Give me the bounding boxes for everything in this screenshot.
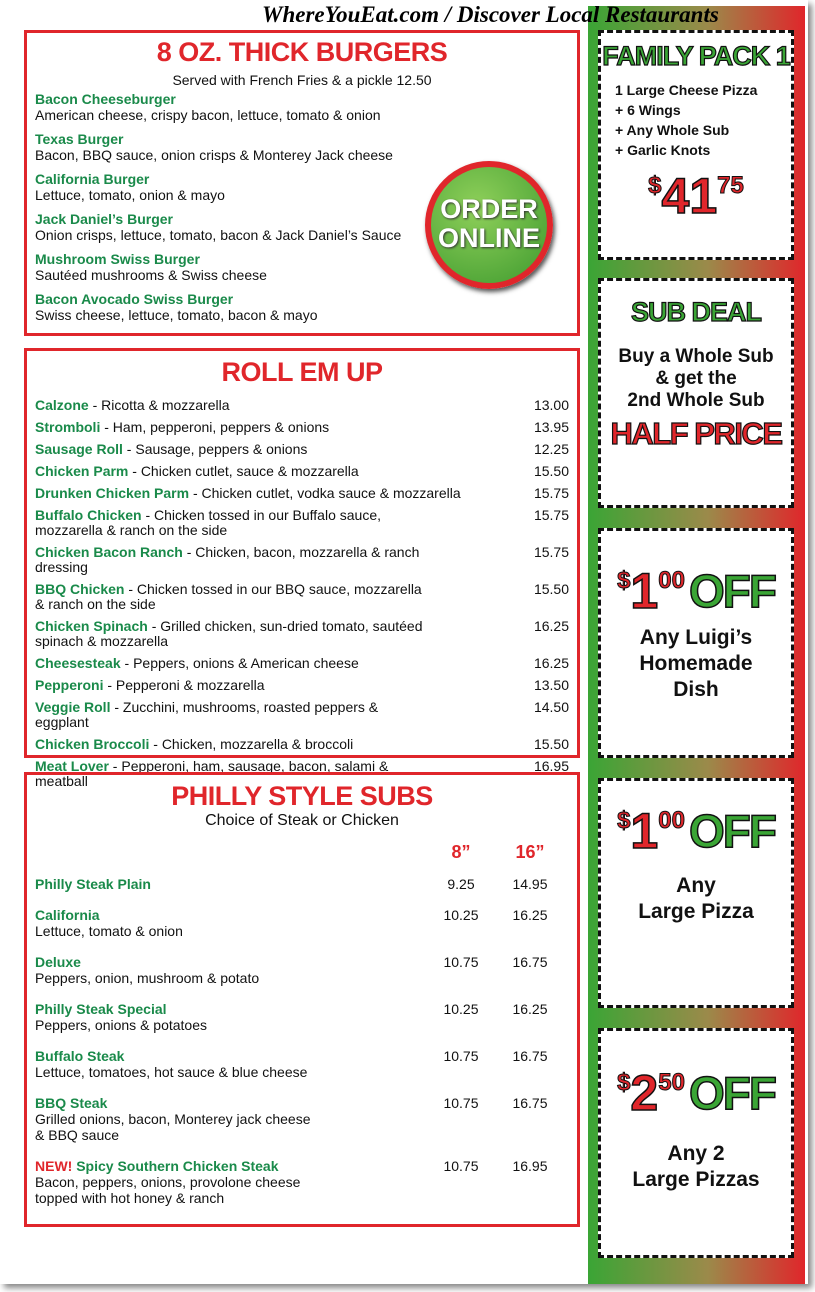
- menu-item: [35, 678, 569, 693]
- item-price: 16.25: [533, 655, 569, 671]
- item-text: [35, 678, 529, 693]
- price-cents: 00: [658, 807, 685, 834]
- item-name: California Burger: [35, 171, 150, 187]
- coupon-line: Dish: [673, 678, 719, 701]
- item-name: Mushroom Swiss Burger: [35, 251, 200, 267]
- item-text: [35, 954, 431, 986]
- item-name: Texas Burger: [35, 131, 124, 147]
- item-description: Peppers, onion, mushroom & potato: [35, 970, 260, 986]
- coupon-line: Large Pizzas: [632, 1168, 760, 1191]
- item-name: Calzone: [35, 397, 89, 413]
- menu-item: [35, 1001, 569, 1033]
- item-price: 16.95: [533, 758, 569, 774]
- coupon-line: + 6 Wings: [615, 102, 681, 118]
- coupon-homemade-dish[interactable]: [598, 528, 794, 758]
- item-name-line: [35, 954, 431, 970]
- item-description: - Chicken tossed in our BBQ sauce, mozzarella & ranch on the side: [35, 581, 422, 612]
- coupon-title: FAMILY PACK 1: [602, 41, 790, 71]
- item-description: Bacon, BBQ sauce, onion crisps & Monterey Jack cheese: [35, 147, 393, 163]
- price-16: 16.75: [512, 1095, 548, 1111]
- item-name: Bacon Cheeseburger: [35, 91, 176, 107]
- item-name: Sausage Roll: [35, 441, 123, 457]
- item-text: [35, 545, 529, 575]
- menu-item: [35, 954, 569, 986]
- price-dollar: $: [617, 567, 631, 594]
- menu-item: [35, 131, 569, 163]
- price-dollar: $: [648, 172, 662, 199]
- price-8: 10.75: [443, 954, 479, 970]
- coupon-line: + Garlic Knots: [615, 142, 711, 158]
- section-title: PHILLY STYLE SUBS: [171, 781, 433, 811]
- item-description: - Chicken tossed in our Buffalo sauce, mozzarella & ranch on the side: [35, 507, 382, 538]
- price-cents: 00: [658, 567, 685, 594]
- item-description: Sautéed mushrooms & Swiss cheese: [35, 267, 267, 283]
- size-16-header: 16”: [515, 842, 545, 862]
- item-description: Lettuce, tomato, onion & mayo: [35, 187, 225, 203]
- coupon-sub-deal[interactable]: [598, 278, 794, 508]
- item-price: 12.25: [533, 441, 569, 457]
- item-name: Buffalo Steak: [35, 1048, 125, 1064]
- item-name: Spicy Southern Chicken Steak: [76, 1158, 279, 1174]
- coupon-family-pack[interactable]: [598, 30, 794, 260]
- coupon-line: Buy a Whole Sub: [618, 346, 774, 367]
- item-description: Lettuce, tomato & onion: [35, 923, 183, 939]
- item-price: 14.50: [533, 699, 569, 715]
- item-text: [35, 508, 529, 538]
- item-text: [35, 907, 431, 939]
- price-16: 16.75: [512, 1048, 548, 1064]
- menu-item: [35, 464, 569, 479]
- item-name-line: [35, 1001, 431, 1017]
- price-16: 14.95: [512, 876, 548, 892]
- coupon-line: 1 Large Cheese Pizza: [615, 82, 758, 98]
- item-name: BBQ Steak: [35, 1095, 108, 1111]
- item-text: [35, 1158, 431, 1206]
- section-subtitle: Served with French Fries & a pickle 12.50: [172, 72, 432, 88]
- item-name: California: [35, 907, 100, 923]
- item-name: Cheesesteak: [35, 655, 121, 671]
- item-name: Chicken Broccoli: [35, 736, 150, 752]
- item-text: [35, 420, 529, 435]
- coupon-line: Homemade: [639, 652, 753, 675]
- coupon-title: SUB DEAL: [630, 297, 761, 327]
- off-label: OFF: [688, 565, 775, 617]
- item-name-line: [35, 1048, 431, 1064]
- item-text: [35, 737, 529, 752]
- item-description: - Peppers, onions & American cheese: [120, 655, 359, 671]
- item-name-line: [35, 876, 431, 892]
- item-text: [35, 464, 529, 479]
- item-description: Onion crisps, lettuce, tomato, bacon & Jack Daniel’s Sauce: [35, 227, 402, 243]
- item-description: - Pepperoni & mozzarella: [103, 677, 265, 693]
- item-name: Chicken Parm: [35, 463, 129, 479]
- item-text: [35, 656, 529, 671]
- item-price: 15.75: [533, 485, 569, 501]
- off-label: OFF: [688, 805, 775, 857]
- item-text: [35, 486, 529, 501]
- item-description: - Ricotta & mozzarella: [88, 397, 230, 413]
- menu-item: [35, 442, 569, 457]
- price-whole: 41: [661, 168, 718, 224]
- menu-item: [35, 700, 569, 730]
- menu-item: [35, 398, 569, 413]
- price-8: 10.25: [443, 1001, 479, 1017]
- price-whole: 1: [630, 803, 659, 859]
- menu-item: [35, 91, 569, 123]
- price-cents: 50: [658, 1069, 685, 1096]
- item-price: 15.50: [533, 581, 569, 597]
- menu-item: [35, 907, 569, 939]
- item-description: - Chicken, bacon, mozzarella & ranch dressing: [35, 544, 420, 575]
- item-name-line: [35, 907, 431, 923]
- item-text: [35, 619, 529, 649]
- item-name: Veggie Roll: [35, 699, 111, 715]
- item-name: Philly Steak Special: [35, 1001, 167, 1017]
- menu-item: [35, 582, 569, 612]
- menu-item: [35, 486, 569, 501]
- menu-item: [35, 420, 569, 435]
- price-16: 16.95: [512, 1158, 548, 1174]
- item-description: - Grilled chicken, sun-dried tomato, sautéed spinach & mozzarella: [35, 618, 423, 649]
- menu-item: [35, 656, 569, 671]
- coupon-line: 2nd Whole Sub: [627, 390, 765, 411]
- price-8: 10.75: [443, 1095, 479, 1111]
- menu-item: [35, 291, 569, 323]
- menu-item: [35, 737, 569, 752]
- item-description: Swiss cheese, lettuce, tomato, bacon & mayo: [35, 307, 318, 323]
- order-online-button[interactable]: ORDER ONLINE: [425, 161, 553, 289]
- coupon-highlight: HALF PRICE: [610, 416, 782, 451]
- price-whole: 2: [630, 1065, 659, 1121]
- item-text: [35, 1048, 431, 1080]
- price-dollar: $: [617, 1069, 631, 1096]
- item-name: Chicken Bacon Ranch: [35, 544, 183, 560]
- menu-item: [35, 1095, 569, 1143]
- item-description: Bacon, peppers, onions, provolone cheese topped with hot honey & ranch: [35, 1174, 301, 1206]
- item-description: Grilled onions, bacon, Monterey jack cheese & BBQ sauce: [35, 1111, 311, 1143]
- item-description: - Zucchini, mushrooms, roasted peppers & eggplant: [35, 699, 379, 730]
- item-price: 16.25: [533, 618, 569, 634]
- item-description: American cheese, crispy bacon, lettuce, tomato & onion: [35, 107, 381, 123]
- item-price: 15.75: [533, 507, 569, 523]
- item-description: Peppers, onions & potatoes: [35, 1017, 208, 1033]
- item-description: - Sausage, peppers & onions: [122, 441, 308, 457]
- price-dollar: $: [617, 807, 631, 834]
- item-text: [35, 582, 529, 612]
- coupon-sidebar: [588, 6, 805, 1284]
- price-8: 10.75: [443, 1158, 479, 1174]
- coupon-line: Any Luigi’s: [639, 626, 753, 649]
- price-cents: 75: [717, 172, 744, 199]
- item-text: [35, 876, 431, 892]
- item-price: 13.95: [533, 419, 569, 435]
- price-8: 9.25: [447, 876, 475, 892]
- menu-item: [35, 545, 569, 575]
- item-name: Meat Lover: [35, 758, 109, 774]
- item-name: BBQ Chicken: [35, 581, 125, 597]
- section-title: ROLL EM UP: [221, 357, 383, 387]
- section-subtitle: Choice of Steak or Chicken: [205, 812, 399, 829]
- item-text: [35, 1095, 431, 1143]
- item-name: Philly Steak Plain: [35, 876, 151, 892]
- item-price: 15.50: [533, 736, 569, 752]
- item-price: 15.75: [533, 544, 569, 560]
- price-8: 10.75: [443, 1048, 479, 1064]
- burgers-section: [24, 30, 580, 336]
- roll-em-up-section: [24, 348, 580, 789]
- size-8-header: 8”: [451, 842, 471, 862]
- item-name-line: [35, 1095, 431, 1111]
- item-price: 15.50: [533, 463, 569, 479]
- new-badge: NEW!: [35, 1158, 77, 1174]
- menu-item: [35, 876, 569, 892]
- item-name-line: [35, 1158, 431, 1174]
- off-label: OFF: [688, 1067, 775, 1119]
- item-name: Pepperoni: [35, 677, 104, 693]
- item-name: Chicken Spinach: [35, 618, 148, 634]
- price-16: 16.25: [512, 1001, 548, 1017]
- coupon-large-pizza[interactable]: [598, 778, 794, 1008]
- price-16: 16.75: [512, 954, 548, 970]
- item-name: Drunken Chicken Parm: [35, 485, 190, 501]
- item-description: Lettuce, tomatoes, hot sauce & blue cheese: [35, 1064, 308, 1080]
- item-price: 13.50: [533, 677, 569, 693]
- coupon-line: Any: [676, 874, 716, 897]
- item-text: [35, 1001, 431, 1033]
- section-title: 8 OZ. THICK BURGERS: [156, 37, 448, 67]
- item-description: - Chicken cutlet, vodka sauce & mozzarella: [189, 485, 461, 501]
- item-name: Stromboli: [35, 419, 101, 435]
- coupon-line: & get the: [655, 368, 737, 389]
- menu-item: [35, 508, 569, 538]
- item-text: [35, 398, 529, 413]
- philly-subs-section: [24, 772, 580, 1227]
- item-description: - Pepperoni, ham, sausage, bacon, salami & meatball: [35, 758, 389, 789]
- menu-item: [35, 619, 569, 649]
- item-price: 13.00: [533, 397, 569, 413]
- item-name: Bacon Avocado Swiss Burger: [35, 291, 234, 307]
- item-text: [35, 442, 529, 457]
- item-description: - Chicken, mozzarella & broccoli: [149, 736, 354, 752]
- menu-item: [35, 1158, 569, 1206]
- item-name: Buffalo Chicken: [35, 507, 142, 523]
- coupon-line: Large Pizza: [638, 900, 754, 923]
- item-description: - Chicken cutlet, sauce & mozzarella: [128, 463, 359, 479]
- item-description: - Ham, pepperoni, peppers & onions: [100, 419, 330, 435]
- item-text: [35, 700, 529, 730]
- menu-item: [35, 1048, 569, 1080]
- item-name: Jack Daniel’s Burger: [35, 211, 173, 227]
- watermark: WhereYouEat.com / Discover Local Restaurants: [262, 2, 719, 27]
- coupon-line: Any 2: [667, 1142, 725, 1165]
- price-whole: 1: [630, 563, 659, 619]
- item-name: Deluxe: [35, 954, 81, 970]
- coupon-line: + Any Whole Sub: [615, 122, 730, 138]
- price-16: 16.25: [512, 907, 548, 923]
- price-8: 10.25: [443, 907, 479, 923]
- coupon-two-large-pizzas[interactable]: [598, 1028, 794, 1258]
